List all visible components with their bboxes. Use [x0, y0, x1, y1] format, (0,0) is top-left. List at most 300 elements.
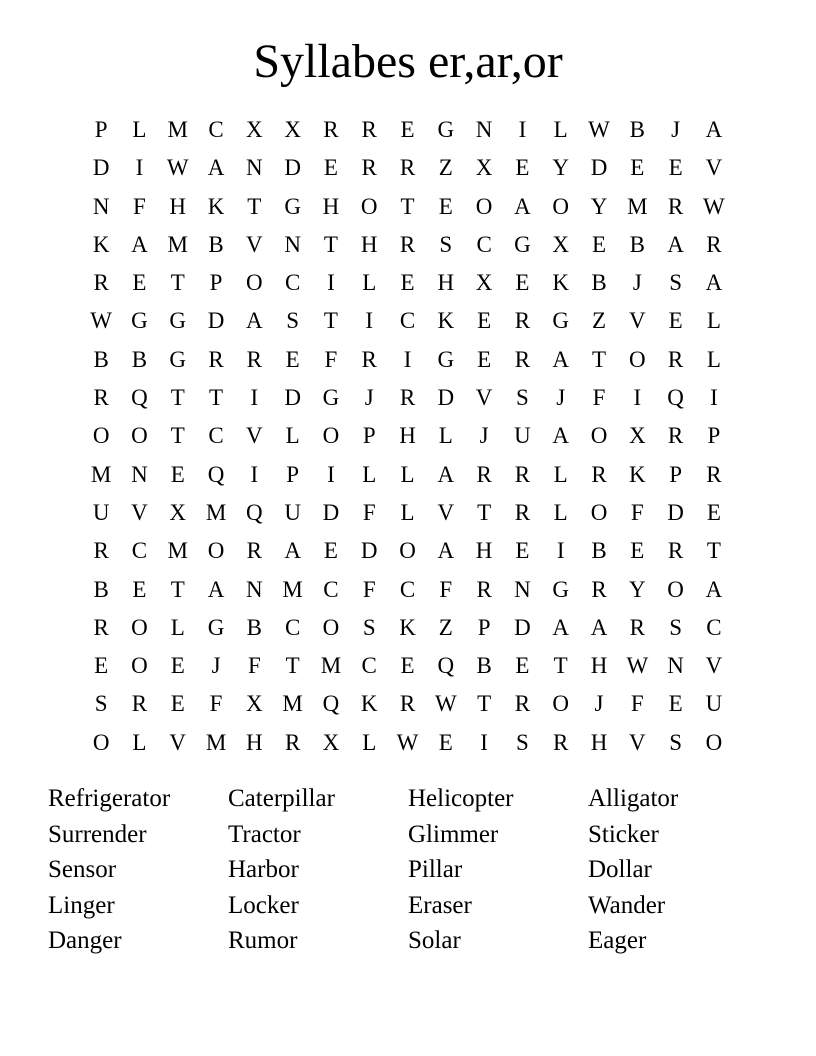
- grid-letter: R: [514, 691, 531, 717]
- grid-letter: D: [667, 499, 684, 525]
- grid-letter: A: [552, 346, 570, 372]
- grid-letter: R: [246, 538, 262, 564]
- word-list-item: Rumor: [228, 927, 298, 954]
- grid-letter: B: [208, 231, 224, 257]
- grid-letter: R: [246, 346, 262, 372]
- grid-letter: E: [668, 155, 683, 181]
- grid-letter: K: [207, 193, 225, 219]
- grid-letter: J: [211, 653, 221, 679]
- grid-letter: P: [362, 423, 376, 449]
- grid-letter: N: [246, 155, 263, 181]
- grid-letter: H: [437, 270, 455, 296]
- grid-letter: R: [667, 538, 684, 564]
- grid-letter: A: [705, 117, 723, 142]
- grid-letter: E: [323, 155, 338, 181]
- grid-letter: O: [322, 614, 340, 640]
- grid-letter: G: [131, 308, 148, 334]
- grid-letter: L: [706, 308, 721, 334]
- grid-letter: F: [592, 385, 606, 411]
- grid-letter: M: [205, 499, 227, 525]
- grid-letter: U: [284, 499, 301, 525]
- grid-letter: F: [362, 499, 376, 525]
- grid-letter: R: [514, 308, 531, 334]
- grid-letter: V: [705, 653, 723, 679]
- word-list-item: Tractor: [228, 820, 301, 848]
- grid-letter: R: [131, 691, 148, 717]
- grid-letter: B: [131, 346, 148, 372]
- grid-letter: T: [209, 385, 224, 411]
- grid-letter: C: [399, 308, 416, 334]
- word-list-item: Alligator: [588, 785, 679, 812]
- grid-letter: O: [131, 614, 148, 640]
- grid-letter: R: [284, 729, 301, 755]
- grid-letter: C: [284, 614, 301, 640]
- grid-letter: J: [594, 691, 604, 717]
- grid-letter: Z: [591, 308, 607, 334]
- grid-letter: R: [93, 614, 109, 640]
- grid-letter: O: [131, 423, 148, 449]
- grid-letter: P: [209, 270, 223, 296]
- grid-letter: R: [399, 691, 416, 717]
- grid-letter: C: [131, 538, 148, 564]
- grid-letter: E: [170, 691, 185, 717]
- grid-letter: I: [250, 461, 259, 487]
- grid-letter: C: [706, 614, 722, 640]
- grid-letter: O: [207, 538, 225, 564]
- grid-letter: M: [205, 729, 227, 755]
- grid-letter: C: [399, 576, 416, 602]
- grid-letter: E: [515, 155, 530, 181]
- grid-letter: L: [553, 461, 568, 487]
- grid-letter: K: [552, 270, 570, 296]
- grid-letter: O: [399, 538, 416, 564]
- grid-letter: X: [322, 729, 340, 755]
- grid-letter: E: [630, 155, 645, 181]
- grid-letter: P: [286, 461, 300, 487]
- grid-letter: X: [628, 423, 646, 449]
- grid-letter: V: [628, 729, 646, 755]
- word-list-item: Wander: [588, 891, 666, 919]
- grid-letter: I: [518, 117, 527, 142]
- grid-letter: R: [93, 538, 109, 564]
- grid-letter: W: [703, 193, 725, 219]
- grid-letter: L: [132, 117, 147, 142]
- grid-letter: G: [552, 308, 570, 334]
- grid-letter: T: [591, 346, 607, 372]
- grid-letter: G: [207, 614, 225, 640]
- grid-letter: O: [705, 729, 723, 755]
- grid-letter: J: [479, 423, 489, 449]
- grid-letter: E: [630, 538, 645, 564]
- grid-letter: P: [669, 461, 682, 487]
- grid-letter: Q: [667, 385, 684, 411]
- grid-letter: N: [246, 576, 263, 602]
- grid-letter: G: [437, 346, 455, 372]
- grid-letter: T: [400, 193, 415, 219]
- grid-letter: W: [396, 729, 419, 755]
- word-list-item: Eager: [588, 927, 647, 954]
- grid-letter: J: [364, 385, 374, 411]
- grid-letter: D: [322, 499, 340, 525]
- grid-letter: M: [167, 231, 188, 257]
- grid-letter: N: [514, 576, 531, 602]
- word-list-item: Solar: [408, 927, 461, 954]
- grid-letter: Q: [437, 653, 455, 679]
- grid-letter: S: [516, 729, 529, 755]
- grid-letter: F: [439, 576, 453, 602]
- grid-letter: L: [438, 423, 453, 449]
- grid-letter: R: [591, 576, 607, 602]
- grid-letter: R: [476, 576, 492, 602]
- grid-letter: R: [514, 499, 531, 525]
- grid-letter: L: [706, 346, 721, 372]
- word-list-item: Refrigerator: [48, 785, 171, 812]
- grid-letter: W: [434, 691, 457, 717]
- grid-letter: R: [399, 385, 416, 411]
- word-list-item: Surrender: [48, 820, 147, 848]
- grid-letter: S: [94, 691, 108, 717]
- grid-letter: O: [322, 423, 340, 449]
- grid-letter: K: [437, 308, 455, 334]
- grid-letter: R: [706, 461, 722, 487]
- grid-letter: M: [282, 691, 303, 717]
- grid-letter: G: [552, 576, 570, 602]
- grid-letter: I: [480, 729, 488, 755]
- grid-letter: A: [207, 576, 225, 602]
- grid-letter: S: [362, 614, 376, 640]
- grid-letter: R: [667, 423, 684, 449]
- grid-letter: E: [323, 538, 338, 564]
- grid-letter: J: [556, 385, 566, 411]
- grid-letter: O: [475, 193, 493, 219]
- grid-letter: J: [671, 117, 681, 142]
- grid-letter: U: [514, 423, 531, 449]
- grid-letter: A: [667, 231, 684, 257]
- grid-letter: T: [170, 576, 185, 602]
- grid-letter: D: [590, 155, 608, 181]
- grid-letter: S: [669, 729, 682, 755]
- grid-letter: I: [327, 270, 335, 296]
- grid-letter: C: [284, 270, 301, 296]
- grid-letter: B: [93, 346, 109, 372]
- grid-letter: L: [170, 614, 185, 640]
- grid-letter: H: [322, 193, 340, 219]
- word-list-item: Pillar: [408, 856, 463, 883]
- grid-letter: H: [360, 231, 378, 257]
- grid-letter: R: [208, 346, 224, 372]
- word-list-item: Sensor: [48, 856, 117, 883]
- grid-letter: I: [556, 538, 565, 564]
- grid-letter: S: [516, 385, 529, 411]
- grid-letter: O: [628, 346, 646, 372]
- grid-letter: I: [403, 346, 412, 372]
- word-list: [48, 781, 768, 959]
- grid-letter: E: [132, 270, 147, 296]
- grid-letter: O: [92, 729, 110, 755]
- word-list-item: Caterpillar: [228, 785, 335, 812]
- grid-letter: P: [94, 117, 108, 142]
- word-list-item: Dollar: [588, 856, 652, 883]
- grid-letter: T: [170, 270, 185, 296]
- grid-letter: H: [246, 729, 263, 755]
- grid-letter: E: [132, 576, 147, 602]
- grid-letter: F: [630, 499, 644, 525]
- grid-letter: H: [169, 193, 187, 219]
- grid-letter: X: [246, 117, 263, 142]
- grid-letter: E: [438, 729, 453, 755]
- grid-letter: D: [360, 538, 378, 564]
- grid-letter: B: [476, 653, 492, 679]
- grid-letter: G: [514, 231, 531, 257]
- grid-letter: U: [92, 499, 110, 525]
- grid-letter: R: [667, 193, 684, 219]
- grid-letter: B: [591, 538, 607, 564]
- grid-letter: Z: [438, 155, 453, 181]
- grid-letter: O: [552, 193, 570, 219]
- grid-letter: O: [131, 653, 148, 679]
- grid-letter: Y: [590, 193, 608, 219]
- grid-letter: Q: [207, 461, 225, 487]
- grid-letter: R: [361, 117, 377, 142]
- page-title: Syllabes er,ar,or: [253, 35, 563, 88]
- grid-letter: E: [170, 653, 185, 679]
- grid-letter: V: [169, 729, 187, 755]
- grid-letter: O: [667, 576, 684, 602]
- grid-letter: T: [323, 308, 338, 334]
- grid-letter: A: [705, 576, 723, 602]
- grid-letter: O: [552, 691, 570, 717]
- grid-letter: E: [400, 270, 415, 296]
- grid-letter: E: [706, 499, 721, 525]
- grid-letter: G: [169, 346, 187, 372]
- grid-letter: M: [320, 653, 342, 679]
- grid-letter: A: [207, 155, 225, 181]
- grid-letter: E: [285, 346, 300, 372]
- grid-letter: F: [630, 691, 644, 717]
- grid-letter: E: [591, 231, 607, 257]
- grid-letter: I: [250, 385, 259, 411]
- grid-letter: M: [282, 576, 303, 602]
- grid-letter: D: [284, 155, 301, 181]
- grid-letter: R: [706, 231, 722, 257]
- grid-letter: Q: [322, 691, 340, 717]
- letter-grid: [82, 111, 733, 762]
- grid-letter: A: [246, 308, 263, 334]
- grid-letter: Y: [552, 155, 570, 181]
- grid-letter: A: [552, 423, 570, 449]
- grid-letter: S: [439, 231, 453, 257]
- grid-letter: G: [284, 193, 301, 219]
- grid-letter: N: [475, 117, 493, 142]
- grid-letter: G: [169, 308, 187, 334]
- grid-letter: A: [590, 614, 608, 640]
- grid-letter: V: [246, 231, 263, 257]
- grid-letter: L: [400, 499, 415, 525]
- grid-letter: X: [284, 117, 301, 142]
- grid-letter: V: [131, 499, 148, 525]
- grid-letter: N: [667, 653, 684, 679]
- grid-letter: B: [629, 117, 645, 142]
- grid-letter: W: [588, 117, 610, 142]
- grid-letter: I: [327, 461, 335, 487]
- grid-letter: R: [323, 117, 339, 142]
- grid-letter: L: [362, 461, 377, 487]
- grid-letter: K: [92, 231, 110, 257]
- grid-letter: M: [167, 117, 188, 142]
- grid-letter: E: [477, 308, 492, 334]
- grid-letter: K: [360, 691, 378, 717]
- grid-letter: H: [590, 729, 608, 755]
- grid-letter: H: [399, 423, 416, 449]
- grid-letter: D: [514, 614, 531, 640]
- word-list-item: Harbor: [228, 856, 299, 883]
- grid-letter: R: [667, 346, 684, 372]
- word-list-item: Eraser: [408, 891, 472, 919]
- grid-letter: L: [400, 461, 415, 487]
- grid-letter: L: [362, 729, 377, 755]
- grid-letter: F: [324, 346, 338, 372]
- grid-letter: I: [365, 308, 374, 334]
- grid-letter: O: [590, 423, 608, 449]
- grid-letter: R: [476, 461, 492, 487]
- grid-letter: Z: [438, 614, 453, 640]
- grid-letter: T: [477, 691, 492, 717]
- grid-letter: T: [477, 499, 492, 525]
- grid-letter: C: [476, 231, 492, 257]
- grid-letter: A: [284, 538, 301, 564]
- grid-letter: O: [590, 499, 608, 525]
- grid-letter: B: [246, 614, 262, 640]
- grid-letter: A: [131, 231, 148, 257]
- grid-letter: E: [438, 193, 453, 219]
- grid-letter: L: [132, 729, 147, 755]
- grid-letter: X: [552, 231, 570, 257]
- grid-letter: U: [705, 691, 723, 717]
- grid-letter: E: [668, 691, 683, 717]
- grid-letter: T: [553, 653, 568, 679]
- grid-letter: C: [208, 423, 224, 449]
- grid-letter: G: [322, 385, 340, 411]
- grid-letter: E: [170, 461, 185, 487]
- grid-letter: V: [628, 308, 646, 334]
- grid-letter: R: [514, 461, 531, 487]
- grid-letter: E: [400, 117, 415, 142]
- word-list-item: Locker: [228, 891, 299, 919]
- grid-letter: Q: [131, 385, 148, 411]
- grid-letter: T: [170, 385, 185, 411]
- grid-letter: N: [92, 193, 110, 219]
- grid-letter: S: [669, 614, 682, 640]
- grid-letter: D: [207, 308, 225, 334]
- grid-letter: D: [284, 385, 301, 411]
- word-list-item: Sticker: [588, 820, 659, 848]
- grid-letter: C: [208, 117, 224, 142]
- grid-letter: B: [591, 270, 607, 296]
- grid-letter: F: [209, 691, 223, 717]
- word-list-item: Glimmer: [408, 820, 499, 848]
- grid-letter: Y: [628, 576, 646, 602]
- grid-letter: H: [475, 538, 493, 564]
- grid-letter: K: [399, 614, 416, 640]
- grid-letter: A: [514, 193, 531, 219]
- grid-letter: E: [477, 346, 492, 372]
- grid-letter: V: [475, 385, 493, 411]
- grid-letter: D: [437, 385, 455, 411]
- grid-letter: T: [323, 231, 338, 257]
- grid-letter: I: [633, 385, 642, 411]
- grid-letter: B: [93, 576, 109, 602]
- grid-letter: K: [628, 461, 646, 487]
- grid-letter: F: [362, 576, 376, 602]
- grid-letter: R: [361, 155, 377, 181]
- grid-letter: X: [169, 499, 187, 525]
- grid-letter: L: [285, 423, 300, 449]
- grid-letter: R: [399, 155, 416, 181]
- grid-letter: R: [361, 346, 377, 372]
- grid-letter: W: [626, 653, 649, 679]
- grid-letter: X: [246, 691, 263, 717]
- grid-letter: T: [285, 653, 300, 679]
- grid-letter: T: [170, 423, 185, 449]
- grid-letter: A: [552, 614, 570, 640]
- grid-letter: E: [515, 653, 530, 679]
- grid-letter: G: [437, 117, 455, 142]
- grid-letter: E: [94, 653, 109, 679]
- grid-letter: X: [475, 270, 493, 296]
- word-list-item: Linger: [48, 891, 115, 919]
- word-list-item: Helicopter: [408, 785, 514, 812]
- grid-letter: A: [437, 538, 455, 564]
- grid-letter: D: [92, 155, 110, 181]
- grid-letter: R: [93, 270, 109, 296]
- grid-letter: R: [591, 461, 607, 487]
- grid-letter: F: [133, 193, 146, 219]
- grid-letter: B: [629, 231, 645, 257]
- grid-letter: A: [705, 270, 723, 296]
- grid-letter: T: [706, 538, 721, 564]
- grid-letter: A: [437, 461, 455, 487]
- word-list-item: Danger: [48, 927, 122, 954]
- grid-letter: M: [90, 461, 112, 487]
- grid-letter: X: [475, 155, 493, 181]
- grid-letter: R: [93, 385, 109, 411]
- grid-letter: O: [246, 270, 263, 296]
- grid-letter: O: [360, 193, 378, 219]
- grid-letter: E: [400, 653, 415, 679]
- grid-letter: R: [399, 231, 416, 257]
- grid-letter: J: [632, 270, 642, 296]
- grid-letter: F: [247, 653, 261, 679]
- grid-letter: C: [323, 576, 339, 602]
- grid-letter: R: [553, 729, 569, 755]
- grid-letter: H: [590, 653, 608, 679]
- grid-letter: E: [515, 270, 530, 296]
- grid-letter: I: [710, 385, 718, 411]
- grid-letter: R: [514, 346, 531, 372]
- grid-letter: T: [247, 193, 262, 219]
- grid-letter: M: [627, 193, 648, 219]
- grid-letter: E: [668, 308, 683, 334]
- grid-letter: I: [135, 155, 144, 181]
- grid-letter: P: [707, 423, 721, 449]
- grid-letter: R: [629, 614, 645, 640]
- grid-letter: S: [669, 270, 682, 296]
- grid-letter: N: [131, 461, 148, 487]
- grid-letter: L: [362, 270, 377, 296]
- grid-letter: W: [166, 155, 189, 181]
- grid-letter: M: [167, 538, 188, 564]
- grid-letter: L: [553, 117, 568, 142]
